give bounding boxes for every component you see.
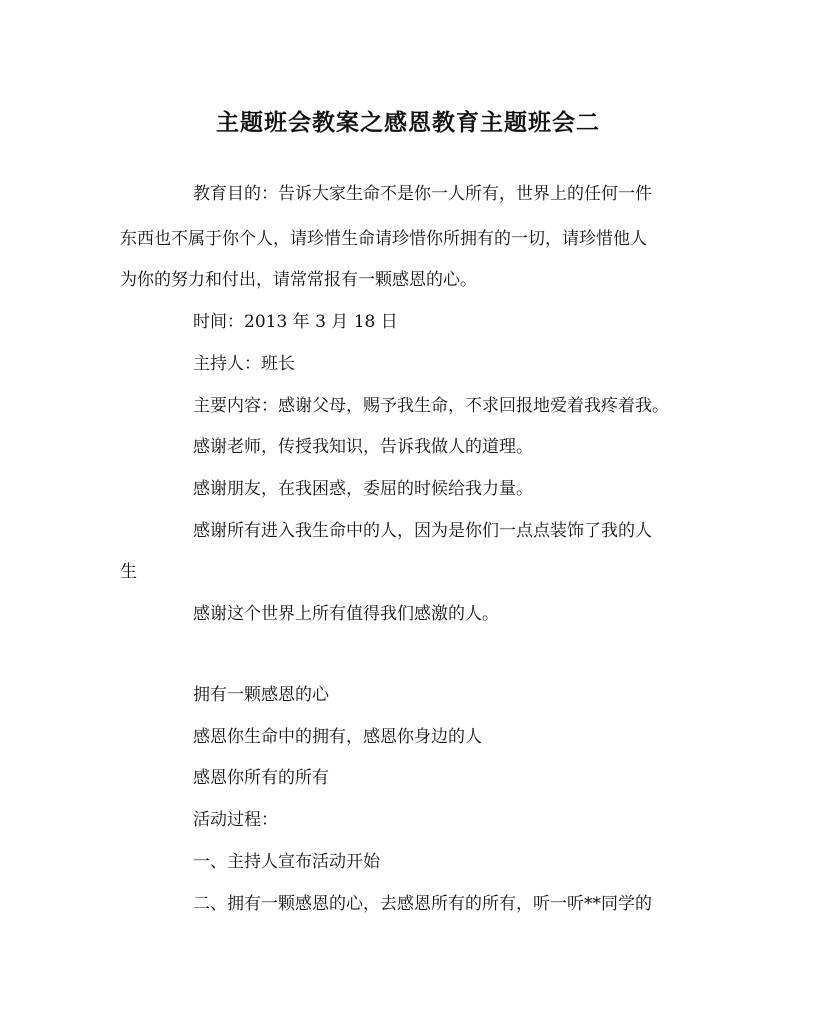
paragraph-line: 感谢所有进入我生命中的人，因为是你们一点点装饰了我的人 — [193, 521, 652, 541]
paragraph-line: 主要内容：感谢父母，赐予我生命，不求回报地爱着我疼着我。 — [193, 396, 669, 416]
paragraph-line: 感谢这个世界上所有值得我们感激的人。 — [193, 604, 499, 624]
paragraph-line: 主持人：班长 — [193, 354, 295, 374]
paragraph-line: 感谢朋友，在我困惑，委屈的时候给我力量。 — [193, 479, 533, 499]
paragraph-line: 生 — [120, 562, 137, 582]
paragraph-line: 东西也不属于你个人，请珍惜生命请珍惜你所拥有的一切，请珍惜他人 — [120, 229, 647, 249]
paragraph-line: 感恩你所有的所有 — [193, 768, 329, 788]
paragraph-line: 感恩你生命中的拥有，感恩你身边的人 — [193, 727, 482, 747]
document-title: 主题班会教案之感恩教育主题班会二 — [216, 109, 600, 136]
paragraph-line: 二、拥有一颗感恩的心，去感恩所有的所有，听一听**同学的 — [193, 894, 652, 914]
paragraph-line: 拥有一颗感恩的心 — [193, 685, 329, 705]
paragraph-line: 时间：2013 年 3 月 18 日 — [193, 312, 398, 332]
paragraph-line: 为你的努力和付出，请常常报有一颗感恩的心。 — [120, 270, 477, 290]
paragraph-line: 一、主持人宣布活动开始 — [193, 852, 380, 872]
paragraph-line: 感谢老师，传授我知识，告诉我做人的道理。 — [193, 437, 533, 457]
paragraph-line: 教育目的：告诉大家生命不是你一人所有，世界上的任何一件 — [193, 184, 652, 204]
paragraph-line: 活动过程： — [193, 810, 278, 830]
